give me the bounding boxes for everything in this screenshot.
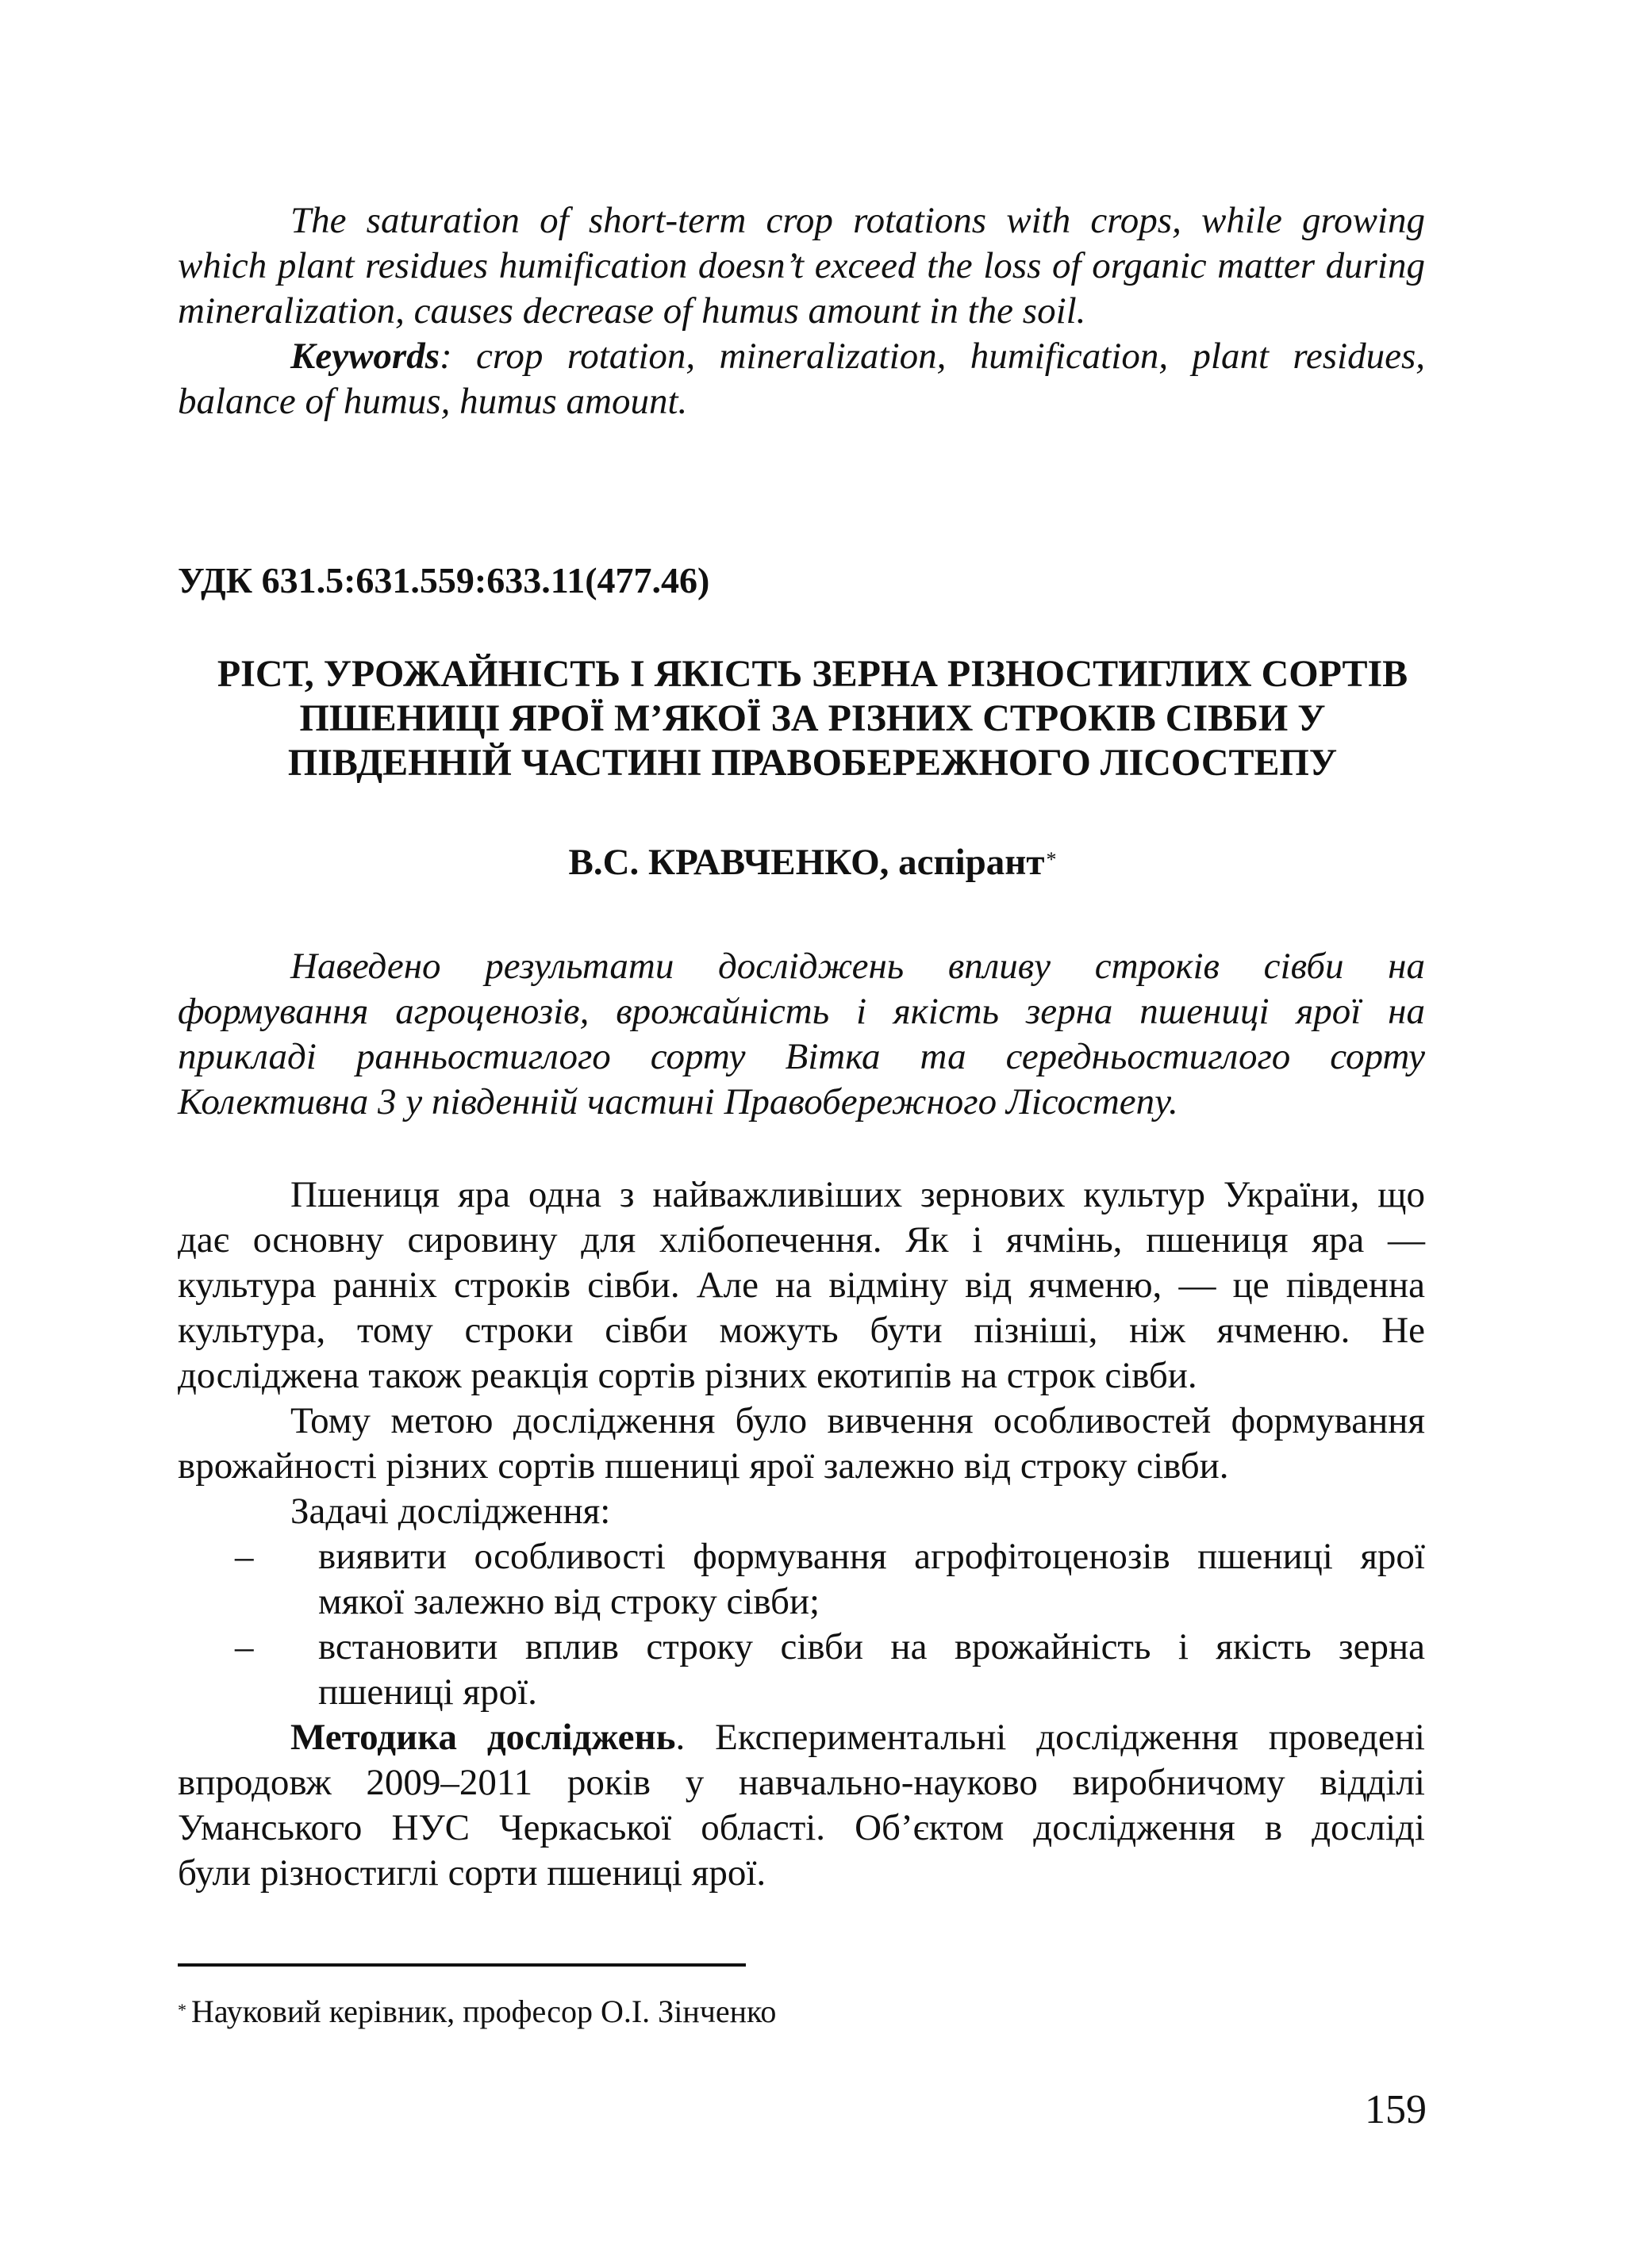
- abstract-en-line: mineralization, causes decrease of humus amount in the soil.: [178, 290, 1086, 332]
- list-item-line: мякої залежно від строку сівби;: [318, 1581, 820, 1622]
- author-name: В.С. КРАВЧЕНКО, аспірант: [568, 842, 1045, 883]
- keywords-text: : crop rotation, mineralization, humification, plant residues,: [440, 336, 1425, 377]
- abstract-ua-line: Колективна 3 у південній частині Правобережного Лісостепу.: [178, 1081, 1178, 1122]
- method-label: Методика досліджень: [290, 1717, 676, 1758]
- list-item: [178, 1534, 1425, 1625]
- abstract-ua-line: Наведено результати досліджень впливу строків сівби на: [290, 946, 1425, 987]
- body-line: культура, тому строки сівби можуть бути пізніші, ніж ячменю. Не: [178, 1310, 1425, 1351]
- keywords-label: Keywords: [290, 336, 440, 377]
- abstract-en-line: which plant residues humification doesn’t exceed the loss of organic matter during: [178, 245, 1425, 286]
- body-line: впродовж 2009–2011 років у навчально-науково виробничому відділі: [178, 1762, 1425, 1803]
- footnote-divider: [178, 1963, 746, 1967]
- ukrainian-abstract: [178, 944, 1425, 1125]
- english-abstract: [178, 198, 1425, 424]
- footnote-text: Науковий керівник, професор О.І. Зінченко: [191, 1994, 777, 2029]
- title-line: ПШЕНИЦІ ЯРОЇ М’ЯКОЇ ЗА РІЗНИХ СТРОКІВ СІВБИ У: [299, 697, 1326, 739]
- footnote-marker: *: [1046, 848, 1057, 871]
- list-item: [178, 1625, 1425, 1715]
- bullet-dash: –: [235, 1536, 254, 1577]
- abstract-ua-line: прикладі ранньостиглого сорту Вітка та середньостиглого сорту: [178, 1036, 1425, 1077]
- body-line: Пшениця яра одна з найважливіших зернових культур України, що: [290, 1174, 1425, 1215]
- tasks-heading: Задачі дослідження:: [290, 1491, 611, 1532]
- bullet-dash: –: [235, 1626, 254, 1667]
- keywords-line: [178, 334, 1425, 379]
- footnote: [178, 1993, 776, 2030]
- list-item-line: виявити особливості формування агрофітоценозів пшениці ярої: [318, 1536, 1425, 1577]
- method-line: [178, 1715, 1425, 1760]
- body-line: досліджена також реакція сортів різних екотипів на строк сівби.: [178, 1355, 1197, 1396]
- body-line: були різностиглі сорти пшениці ярої.: [178, 1852, 766, 1894]
- body-text: [178, 1172, 1425, 1896]
- footnote-marker: *: [178, 2000, 186, 2020]
- body-line: Тому метою дослідження було вивчення особливостей формування: [290, 1400, 1425, 1441]
- list-item-line: пшениці ярої.: [318, 1671, 537, 1713]
- method-text: . Експериментальні дослідження проведені: [675, 1717, 1425, 1758]
- abstract-en-line: The saturation of short-term crop rotations with crops, while growing: [290, 200, 1425, 241]
- page-number: 159: [1365, 2087, 1427, 2132]
- title-line: ПІВДЕННІЙ ЧАСТИНІ ПРАВОБЕРЕЖНОГО ЛІСОСТЕПУ: [287, 742, 1338, 784]
- title-line: РІСТ, УРОЖАЙНІСТЬ І ЯКІСТЬ ЗЕРНА РІЗНОСТИГЛИХ СОРТІВ: [217, 653, 1408, 695]
- udk-code: УДК 631.5:631.559:633.11(477.46): [178, 560, 710, 601]
- body-line: дає основну сировину для хлібопечення. Як і ячмінь, пшениця яра —: [178, 1219, 1425, 1261]
- abstract-ua-line: формування агроценозів, врожайність і якість зерна пшениці ярої на: [178, 991, 1425, 1032]
- body-line: Уманського НУС Черкаської області. Об’єктом дослідження в досліді: [178, 1807, 1425, 1848]
- list-item-line: встановити вплив строку сівби на врожайність і якість зерна: [318, 1626, 1425, 1667]
- article-title: [127, 652, 1498, 785]
- keywords-line: balance of humus, humus amount.: [178, 381, 688, 422]
- author-line: [0, 841, 1625, 884]
- body-line: врожайності різних сортів пшениці ярої залежно від строку сівби.: [178, 1445, 1229, 1487]
- body-line: культура ранніх строків сівби. Але на відміну від ячменю, — це південна: [178, 1264, 1425, 1306]
